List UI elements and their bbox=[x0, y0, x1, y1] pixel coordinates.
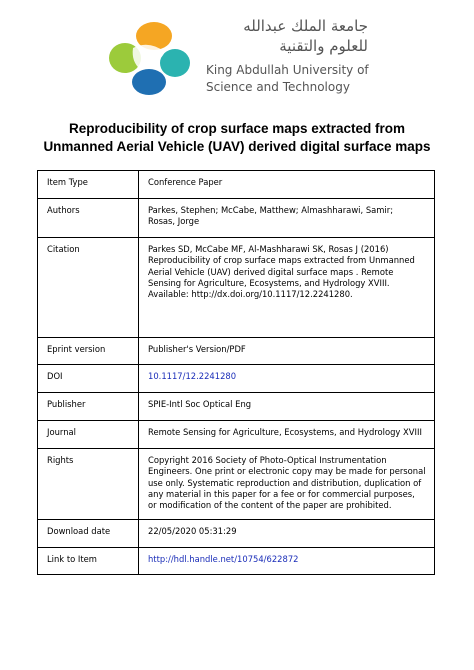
value-line: Parkes SD, McCabe MF, Al-Mashharawi SK, Rosas J (2016) bbox=[148, 244, 389, 254]
eprint-version-label: Eprint version bbox=[38, 338, 139, 365]
logo-petal-teal bbox=[160, 49, 190, 77]
value-line: Rosas, Jorge bbox=[148, 216, 200, 227]
value-line: SPIE-Intl Soc Optical Eng bbox=[148, 399, 252, 409]
arabic-name-line: جامعة الملك عبدالله bbox=[243, 17, 368, 35]
doi-value bbox=[139, 365, 435, 393]
value-line: or modification of the content of the paper are prohibited. bbox=[148, 500, 392, 511]
row-journal bbox=[38, 421, 435, 449]
journal-label: Journal bbox=[38, 421, 139, 449]
download-date-label: Download date bbox=[38, 520, 139, 548]
paper-title bbox=[20, 120, 454, 156]
value-line: Aerial Vehicle (UAV) derived digital surface maps . Remote bbox=[148, 266, 394, 277]
value-line: Parkes, Stephen; McCabe, Matthew; Almashharawi, Samir; bbox=[148, 205, 394, 215]
row-item-type bbox=[38, 171, 435, 199]
row-publisher bbox=[38, 393, 435, 421]
logo-petal-blue bbox=[132, 69, 166, 95]
rights-label: Rights bbox=[38, 449, 139, 520]
authors-value bbox=[139, 199, 435, 238]
row-doi bbox=[38, 365, 435, 393]
row-authors bbox=[38, 199, 435, 238]
value-line: any material in this paper for a fee or for commercial purposes, bbox=[148, 488, 415, 499]
value-line: Available: http://dx.doi.org/10.1117/12.2241280. bbox=[148, 289, 353, 300]
row-citation bbox=[38, 238, 435, 338]
arabic-university-name bbox=[206, 16, 368, 56]
citation-label: Citation bbox=[38, 238, 139, 338]
value-line: Copyright 2016 Society of Photo-Optical Instrumentation bbox=[148, 455, 387, 465]
row-eprint-version bbox=[38, 338, 435, 365]
doi-label: DOI bbox=[38, 365, 139, 393]
citation-value bbox=[139, 238, 435, 338]
value-line: Reproducibility of crop surface maps extracted from Unmanned bbox=[148, 255, 415, 266]
journal-value bbox=[139, 421, 435, 449]
publisher-value bbox=[139, 393, 435, 421]
item-link[interactable]: http://hdl.handle.net/10754/622872 bbox=[148, 554, 299, 564]
row-download-date bbox=[38, 520, 435, 548]
value-line: 22/05/2020 05:31:29 bbox=[148, 526, 237, 536]
title-line: Reproducibility of crop surface maps extracted from bbox=[68, 121, 406, 136]
english-name-line: King Abdullah University of bbox=[206, 63, 369, 77]
value-line: Engineers. One print or electronic copy may be made for personal bbox=[148, 466, 426, 477]
value-line: Publisher's Version/PDF bbox=[148, 344, 246, 354]
kaust-logo bbox=[103, 18, 195, 98]
value-line: Remote Sensing for Agriculture, Ecosystems, and Hydrology XVIII bbox=[148, 427, 422, 437]
metadata-table bbox=[37, 170, 435, 575]
arabic-name-line: للعلوم والتقنية bbox=[279, 37, 368, 55]
title-line: Unmanned Aerial Vehicle (UAV) derived digital surface maps bbox=[43, 139, 431, 154]
link-to-item-value bbox=[139, 548, 435, 575]
item-type-value bbox=[139, 171, 435, 199]
publisher-label: Publisher bbox=[38, 393, 139, 421]
eprint-version-value bbox=[139, 338, 435, 365]
value-line: Sensing for Agriculture, Ecosystems, and Hydrology XVIII. bbox=[148, 277, 390, 288]
download-date-value bbox=[139, 520, 435, 548]
rights-value bbox=[139, 449, 435, 520]
row-rights bbox=[38, 449, 435, 520]
link-to-item-label: Link to Item bbox=[38, 548, 139, 575]
doi-link[interactable]: 10.1117/12.2241280 bbox=[148, 371, 237, 381]
value-line: use only. Systematic reproduction and distribution, duplication of bbox=[148, 477, 422, 488]
english-university-name bbox=[206, 62, 406, 96]
value-line: Conference Paper bbox=[148, 177, 223, 187]
authors-label: Authors bbox=[38, 199, 139, 238]
row-link-to-item bbox=[38, 548, 435, 575]
item-type-label: Item Type bbox=[38, 171, 139, 199]
english-name-line: Science and Technology bbox=[206, 80, 350, 94]
